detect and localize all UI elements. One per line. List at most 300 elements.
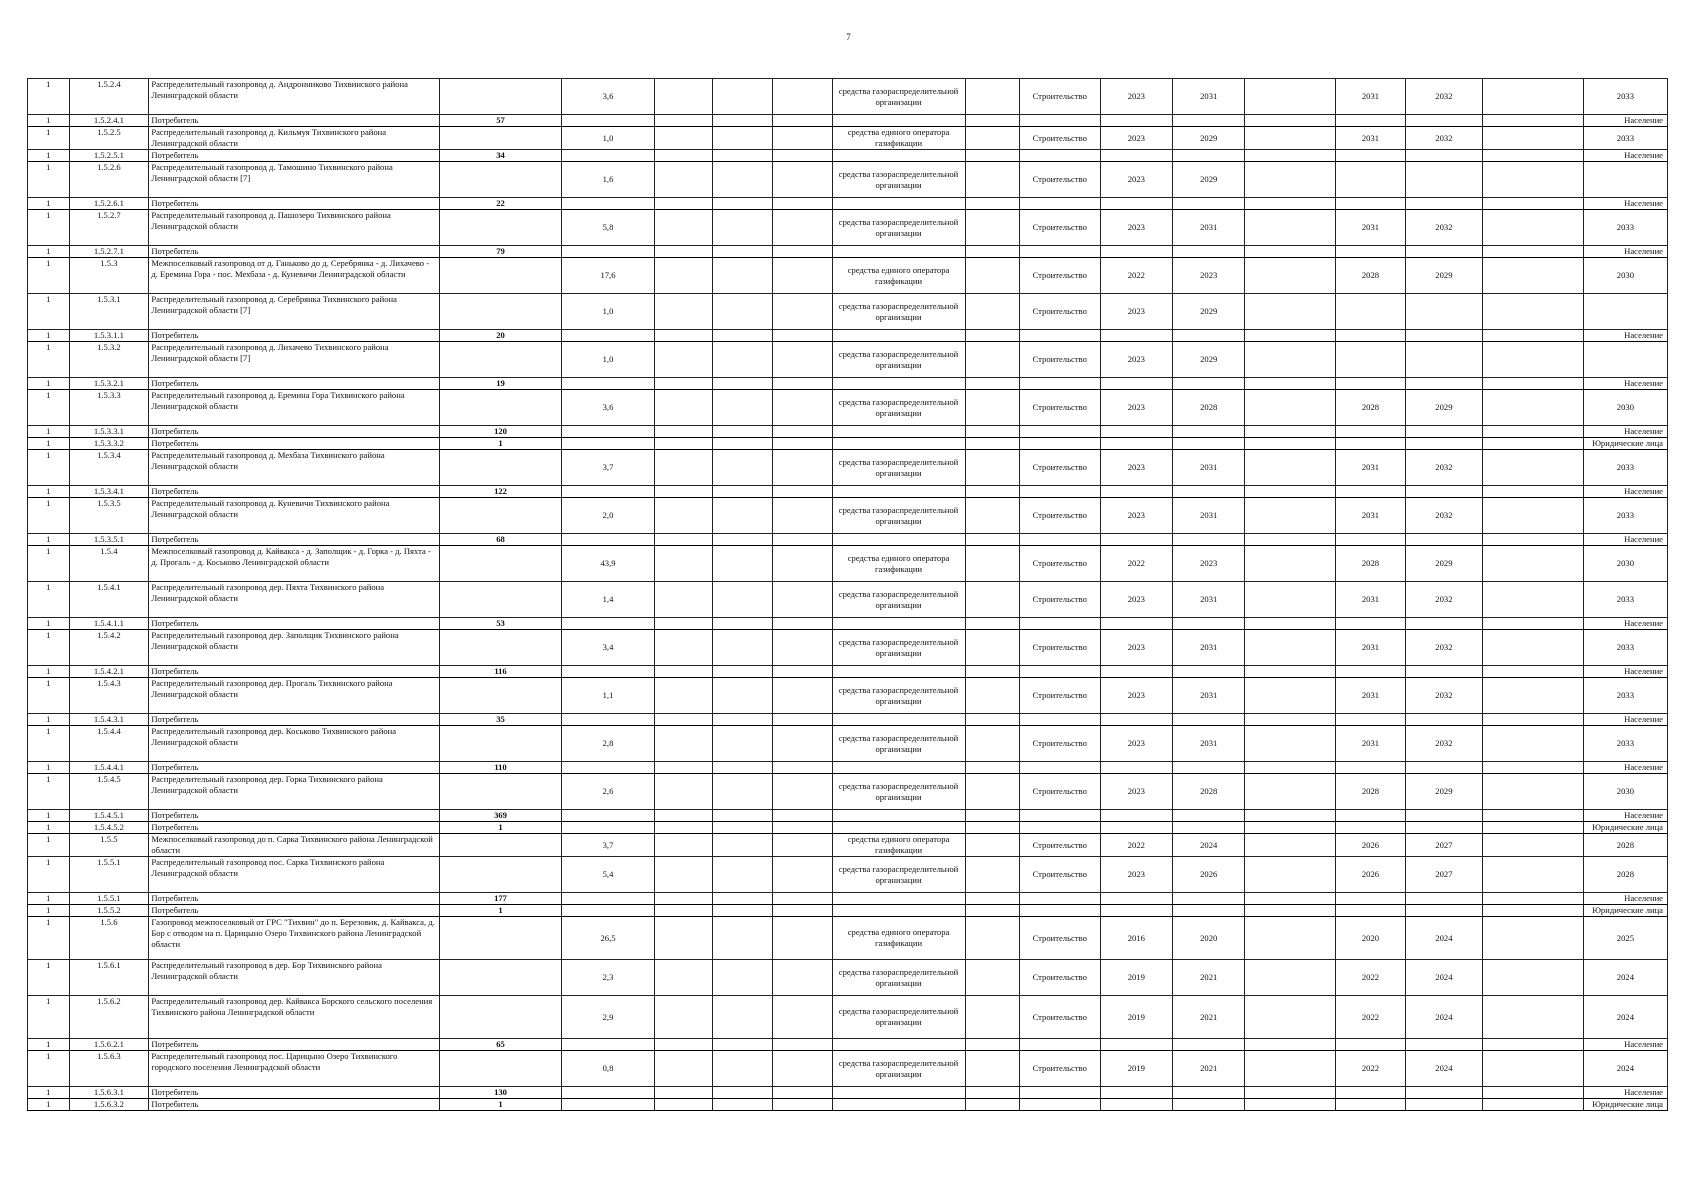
- cell-empty: [713, 666, 773, 678]
- pipeline-row: [28, 630, 1668, 666]
- cell-empty: [1482, 258, 1583, 294]
- cell-type: Население: [1583, 810, 1667, 822]
- cell-empty: [1019, 893, 1100, 905]
- cell-empty: [713, 426, 773, 438]
- cell-empty: [1019, 198, 1100, 210]
- cell-level: 1: [28, 198, 70, 210]
- cell-length: 1,1: [562, 678, 655, 714]
- cell-y1: 2023: [1100, 79, 1172, 115]
- cell-empty: [1245, 378, 1335, 390]
- cell-y4: 2027: [1406, 857, 1483, 893]
- cell-code: 1.5.5: [69, 834, 149, 857]
- cell-y5: [1583, 294, 1667, 330]
- cell-empty: [832, 893, 965, 905]
- cell-empty: [1245, 486, 1335, 498]
- cell-empty: [713, 450, 773, 486]
- cell-empty: [439, 678, 561, 714]
- cell-work: Строительство: [1019, 390, 1100, 426]
- cell-work: Строительство: [1019, 162, 1100, 198]
- cell-empty: [1482, 714, 1583, 726]
- cell-empty: [965, 342, 1019, 378]
- cell-empty: [1482, 115, 1583, 127]
- cell-code: 1.5.4.2.1: [69, 666, 149, 678]
- cell-y5: 2033: [1583, 210, 1667, 246]
- cell-empty: [965, 534, 1019, 546]
- cell-name: Потребитель: [149, 810, 440, 822]
- cell-empty: [713, 678, 773, 714]
- cell-empty: [1335, 198, 1405, 210]
- cell-y3: [1335, 294, 1405, 330]
- cell-name: Распределительный газопровод д. Мехбаза Тихвинского района Ленинградской области: [149, 450, 440, 486]
- cell-empty: [1406, 486, 1483, 498]
- cell-empty: [1482, 822, 1583, 834]
- cell-empty: [1406, 534, 1483, 546]
- cell-empty: [1100, 714, 1172, 726]
- cell-empty: [1173, 810, 1245, 822]
- cell-empty: [965, 1087, 1019, 1099]
- cell-empty: [1173, 534, 1245, 546]
- cell-y5: 2033: [1583, 498, 1667, 534]
- cell-empty: [562, 905, 655, 917]
- cell-name: Потребитель: [149, 905, 440, 917]
- cell-empty: [713, 1039, 773, 1051]
- cell-y4: 2032: [1406, 210, 1483, 246]
- cell-y5: 2030: [1583, 390, 1667, 426]
- cell-y4: 2024: [1406, 1051, 1483, 1087]
- cell-empty: [1245, 762, 1335, 774]
- cell-y3: 2031: [1335, 450, 1405, 486]
- cell-y2: 2029: [1173, 162, 1245, 198]
- cell-y3: 2028: [1335, 546, 1405, 582]
- table-body: [28, 79, 1668, 1111]
- pipeline-row: [28, 774, 1668, 810]
- cell-level: 1: [28, 79, 70, 115]
- cell-y5: 2033: [1583, 127, 1667, 150]
- cell-funding: средства газораспределительной организации: [832, 726, 965, 762]
- cell-y2: 2021: [1173, 960, 1245, 996]
- cell-code: 1.5.4.1.1: [69, 618, 149, 630]
- cell-name: Распределительный газопровод д. Тамошино Тихвинского района Ленинградской области [7]: [149, 162, 440, 198]
- cell-empty: [965, 618, 1019, 630]
- cell-empty: [1019, 822, 1100, 834]
- pipeline-row: [28, 294, 1668, 330]
- cell-consumers: 1: [439, 905, 561, 917]
- cell-code: 1.5.6.3: [69, 1051, 149, 1087]
- consumer-row: [28, 486, 1668, 498]
- cell-empty: [1019, 486, 1100, 498]
- cell-funding: средства газораспределительной организации: [832, 582, 965, 618]
- cell-level: 1: [28, 774, 70, 810]
- cell-empty: [1019, 810, 1100, 822]
- pipeline-row: [28, 960, 1668, 996]
- cell-empty: [654, 198, 713, 210]
- cell-empty: [654, 960, 713, 996]
- cell-work: Строительство: [1019, 726, 1100, 762]
- cell-code: 1.5.5.1: [69, 857, 149, 893]
- cell-empty: [562, 1039, 655, 1051]
- cell-work: Строительство: [1019, 996, 1100, 1039]
- cell-empty: [713, 774, 773, 810]
- cell-y3: 2031: [1335, 498, 1405, 534]
- cell-empty: [772, 1039, 832, 1051]
- cell-level: 1: [28, 822, 70, 834]
- cell-level: 1: [28, 438, 70, 450]
- cell-empty: [772, 822, 832, 834]
- cell-y5: 2028: [1583, 857, 1667, 893]
- cell-code: 1.5.2.4: [69, 79, 149, 115]
- cell-empty: [832, 534, 965, 546]
- consumer-row: [28, 438, 1668, 450]
- cell-code: 1.5.3.4.1: [69, 486, 149, 498]
- gas-pipeline-table: [27, 78, 1668, 1111]
- consumer-row: [28, 378, 1668, 390]
- cell-empty: [1245, 498, 1335, 534]
- cell-empty: [562, 762, 655, 774]
- cell-y1: 2022: [1100, 834, 1172, 857]
- cell-y3: 2028: [1335, 774, 1405, 810]
- cell-length: 2,9: [562, 996, 655, 1039]
- cell-work: Строительство: [1019, 127, 1100, 150]
- cell-empty: [772, 582, 832, 618]
- cell-empty: [1019, 246, 1100, 258]
- cell-work: Строительство: [1019, 678, 1100, 714]
- cell-y4: 2032: [1406, 678, 1483, 714]
- cell-empty: [1100, 810, 1172, 822]
- cell-empty: [1245, 618, 1335, 630]
- cell-work: Строительство: [1019, 79, 1100, 115]
- cell-y1: 2023: [1100, 774, 1172, 810]
- cell-consumers: 110: [439, 762, 561, 774]
- cell-empty: [1100, 486, 1172, 498]
- cell-y5: 2033: [1583, 678, 1667, 714]
- cell-funding: средства газораспределительной организации: [832, 857, 965, 893]
- cell-empty: [832, 905, 965, 917]
- pipeline-row: [28, 1051, 1668, 1087]
- cell-y3: 2031: [1335, 630, 1405, 666]
- cell-empty: [1245, 666, 1335, 678]
- cell-empty: [713, 438, 773, 450]
- cell-empty: [832, 1039, 965, 1051]
- cell-empty: [1019, 438, 1100, 450]
- cell-work: Строительство: [1019, 450, 1100, 486]
- cell-name: Потребитель: [149, 618, 440, 630]
- cell-y5: 2033: [1583, 79, 1667, 115]
- cell-code: 1.5.4.3: [69, 678, 149, 714]
- cell-work: Строительство: [1019, 294, 1100, 330]
- consumer-row: [28, 198, 1668, 210]
- cell-y3: 2022: [1335, 960, 1405, 996]
- cell-type: Население: [1583, 893, 1667, 905]
- cell-empty: [1173, 1099, 1245, 1111]
- cell-consumers: 34: [439, 150, 561, 162]
- cell-empty: [654, 162, 713, 198]
- cell-empty: [772, 546, 832, 582]
- cell-length: 0,8: [562, 1051, 655, 1087]
- cell-empty: [965, 822, 1019, 834]
- cell-empty: [713, 378, 773, 390]
- cell-empty: [1335, 1099, 1405, 1111]
- cell-empty: [772, 917, 832, 960]
- cell-empty: [772, 198, 832, 210]
- cell-empty: [713, 810, 773, 822]
- cell-level: 1: [28, 905, 70, 917]
- cell-code: 1.5.3.5: [69, 498, 149, 534]
- cell-y4: 2029: [1406, 546, 1483, 582]
- cell-empty: [439, 774, 561, 810]
- cell-empty: [562, 1099, 655, 1111]
- cell-y2: 2029: [1173, 127, 1245, 150]
- cell-empty: [654, 115, 713, 127]
- cell-empty: [439, 834, 561, 857]
- cell-type: Население: [1583, 534, 1667, 546]
- cell-empty: [654, 127, 713, 150]
- cell-empty: [1482, 893, 1583, 905]
- cell-empty: [1100, 115, 1172, 127]
- cell-empty: [654, 150, 713, 162]
- cell-empty: [772, 714, 832, 726]
- cell-y1: 2023: [1100, 498, 1172, 534]
- cell-type: Население: [1583, 426, 1667, 438]
- cell-code: 1.5.4.5.2: [69, 822, 149, 834]
- cell-empty: [1245, 450, 1335, 486]
- cell-empty: [832, 198, 965, 210]
- cell-level: 1: [28, 294, 70, 330]
- cell-empty: [772, 498, 832, 534]
- cell-y4: [1406, 342, 1483, 378]
- cell-type: Юридические лица: [1583, 1099, 1667, 1111]
- cell-empty: [713, 996, 773, 1039]
- cell-empty: [713, 79, 773, 115]
- cell-empty: [1245, 198, 1335, 210]
- cell-empty: [439, 996, 561, 1039]
- cell-empty: [1482, 582, 1583, 618]
- cell-empty: [1100, 438, 1172, 450]
- cell-empty: [713, 917, 773, 960]
- cell-y1: 2019: [1100, 1051, 1172, 1087]
- cell-empty: [654, 1087, 713, 1099]
- cell-empty: [654, 426, 713, 438]
- cell-empty: [1100, 198, 1172, 210]
- cell-empty: [1406, 198, 1483, 210]
- cell-y1: 2023: [1100, 294, 1172, 330]
- cell-consumers: 57: [439, 115, 561, 127]
- cell-empty: [1100, 426, 1172, 438]
- cell-code: 1.5.6.2: [69, 996, 149, 1039]
- cell-code: 1.5.2.7: [69, 210, 149, 246]
- cell-empty: [562, 822, 655, 834]
- cell-empty: [1245, 822, 1335, 834]
- cell-y5: 2024: [1583, 996, 1667, 1039]
- cell-empty: [1100, 822, 1172, 834]
- cell-empty: [772, 486, 832, 498]
- cell-y3: 2020: [1335, 917, 1405, 960]
- cell-empty: [1245, 678, 1335, 714]
- cell-work: Строительство: [1019, 258, 1100, 294]
- cell-empty: [1482, 1039, 1583, 1051]
- cell-empty: [562, 486, 655, 498]
- cell-empty: [1173, 893, 1245, 905]
- cell-empty: [1100, 1099, 1172, 1111]
- cell-level: 1: [28, 1051, 70, 1087]
- cell-empty: [1406, 1087, 1483, 1099]
- cell-empty: [965, 438, 1019, 450]
- cell-name: Распределительный газопровод пос. Царицыно Озеро Тихвинского городского поселения Ленинградской области: [149, 1051, 440, 1087]
- cell-empty: [1335, 150, 1405, 162]
- cell-empty: [713, 198, 773, 210]
- cell-empty: [1173, 115, 1245, 127]
- cell-consumers: 116: [439, 666, 561, 678]
- cell-empty: [562, 714, 655, 726]
- cell-level: 1: [28, 857, 70, 893]
- cell-funding: средства единого оператора газификации: [832, 917, 965, 960]
- cell-y2: 2020: [1173, 917, 1245, 960]
- cell-empty: [1406, 426, 1483, 438]
- cell-type: Население: [1583, 378, 1667, 390]
- cell-y5: 2030: [1583, 258, 1667, 294]
- cell-level: 1: [28, 996, 70, 1039]
- cell-empty: [965, 960, 1019, 996]
- cell-code: 1.5.6.1: [69, 960, 149, 996]
- cell-type: Население: [1583, 714, 1667, 726]
- consumer-row: [28, 330, 1668, 342]
- cell-empty: [965, 774, 1019, 810]
- cell-empty: [654, 330, 713, 342]
- cell-y4: 2024: [1406, 917, 1483, 960]
- cell-empty: [772, 426, 832, 438]
- cell-empty: [439, 79, 561, 115]
- cell-work: Строительство: [1019, 857, 1100, 893]
- cell-code: 1.5.4.5: [69, 774, 149, 810]
- cell-empty: [1245, 834, 1335, 857]
- cell-empty: [1335, 246, 1405, 258]
- cell-y3: 2031: [1335, 79, 1405, 115]
- cell-code: 1.5.4: [69, 546, 149, 582]
- cell-empty: [562, 150, 655, 162]
- cell-empty: [965, 390, 1019, 426]
- cell-empty: [772, 450, 832, 486]
- cell-funding: средства газораспределительной организации: [832, 79, 965, 115]
- cell-y3: 2031: [1335, 726, 1405, 762]
- cell-empty: [1173, 246, 1245, 258]
- cell-funding: средства газораспределительной организации: [832, 450, 965, 486]
- cell-empty: [1245, 330, 1335, 342]
- cell-name: Распределительный газопровод дер. Пяхта Тихвинского района Ленинградской области: [149, 582, 440, 618]
- cell-empty: [1482, 857, 1583, 893]
- cell-empty: [772, 666, 832, 678]
- cell-y1: 2023: [1100, 127, 1172, 150]
- cell-empty: [713, 294, 773, 330]
- cell-empty: [1019, 378, 1100, 390]
- cell-level: 1: [28, 762, 70, 774]
- cell-empty: [713, 618, 773, 630]
- cell-funding: средства единого оператора газификации: [832, 127, 965, 150]
- cell-empty: [965, 996, 1019, 1039]
- pipeline-row: [28, 450, 1668, 486]
- cell-y5: 2033: [1583, 726, 1667, 762]
- cell-empty: [1245, 774, 1335, 810]
- cell-empty: [713, 960, 773, 996]
- cell-length: 5,4: [562, 857, 655, 893]
- cell-empty: [965, 150, 1019, 162]
- cell-y4: 2029: [1406, 258, 1483, 294]
- cell-consumers: 68: [439, 534, 561, 546]
- cell-length: 17,6: [562, 258, 655, 294]
- cell-name: Распределительный газопровод д. Андронниково Тихвинского района Ленинградской области: [149, 79, 440, 115]
- cell-consumers: 35: [439, 714, 561, 726]
- cell-empty: [439, 127, 561, 150]
- cell-empty: [1245, 162, 1335, 198]
- cell-name: Потребитель: [149, 330, 440, 342]
- cell-empty: [1335, 486, 1405, 498]
- cell-empty: [1245, 857, 1335, 893]
- consumer-row: [28, 426, 1668, 438]
- pipeline-row: [28, 390, 1668, 426]
- cell-code: 1.5.3.3.1: [69, 426, 149, 438]
- cell-empty: [965, 834, 1019, 857]
- cell-empty: [772, 258, 832, 294]
- cell-empty: [832, 666, 965, 678]
- cell-empty: [1335, 618, 1405, 630]
- consumer-row: [28, 666, 1668, 678]
- cell-empty: [1406, 246, 1483, 258]
- cell-empty: [1335, 762, 1405, 774]
- cell-y1: 2023: [1100, 210, 1172, 246]
- cell-empty: [965, 294, 1019, 330]
- cell-y5: 2030: [1583, 774, 1667, 810]
- cell-y3: [1335, 162, 1405, 198]
- cell-level: 1: [28, 150, 70, 162]
- cell-consumers: 120: [439, 426, 561, 438]
- cell-empty: [713, 246, 773, 258]
- cell-empty: [713, 905, 773, 917]
- cell-y3: [1335, 342, 1405, 378]
- cell-empty: [1335, 426, 1405, 438]
- cell-empty: [439, 210, 561, 246]
- cell-empty: [772, 1099, 832, 1111]
- cell-name: Распределительный газопровод в дер. Бор Тихвинского района Ленинградской области: [149, 960, 440, 996]
- cell-empty: [1245, 1051, 1335, 1087]
- cell-empty: [439, 917, 561, 960]
- cell-y2: 2031: [1173, 630, 1245, 666]
- cell-y4: 2032: [1406, 79, 1483, 115]
- cell-level: 1: [28, 1087, 70, 1099]
- cell-empty: [654, 1039, 713, 1051]
- cell-empty: [1406, 714, 1483, 726]
- cell-empty: [654, 210, 713, 246]
- cell-y5: 2028: [1583, 834, 1667, 857]
- cell-length: 1,6: [562, 162, 655, 198]
- cell-type: Население: [1583, 330, 1667, 342]
- cell-empty: [562, 893, 655, 905]
- cell-name: Потребитель: [149, 115, 440, 127]
- cell-empty: [654, 762, 713, 774]
- cell-empty: [654, 810, 713, 822]
- cell-empty: [1482, 630, 1583, 666]
- cell-name: Распределительный газопровод дер. Прогаль Тихвинского района Ленинградской области: [149, 678, 440, 714]
- pipeline-row: [28, 996, 1668, 1039]
- cell-empty: [965, 1039, 1019, 1051]
- cell-empty: [654, 79, 713, 115]
- cell-empty: [1482, 546, 1583, 582]
- cell-y2: 2021: [1173, 996, 1245, 1039]
- cell-funding: средства газораспределительной организации: [832, 630, 965, 666]
- cell-empty: [713, 834, 773, 857]
- cell-empty: [654, 390, 713, 426]
- cell-code: 1.5.6: [69, 917, 149, 960]
- cell-empty: [772, 834, 832, 857]
- cell-consumers: 1: [439, 1099, 561, 1111]
- cell-name: Распределительный газопровод дер. Кайвакса Борского сельского поселения Тихвинского района Ленинградской области: [149, 996, 440, 1039]
